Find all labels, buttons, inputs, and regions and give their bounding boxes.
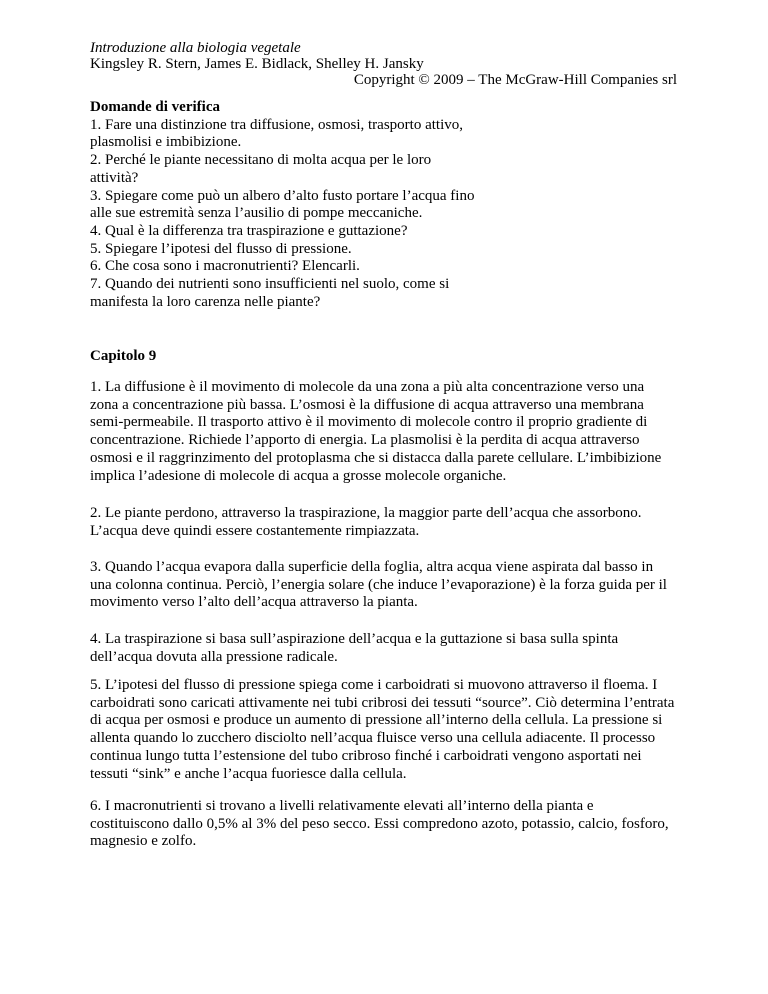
question-line: 7. Quando dei nutrienti sono insufficienti nel suolo, come si bbox=[90, 276, 450, 293]
authors-line: Kingsley R. Stern, James E. Bidlack, Shelley H. Jansky bbox=[90, 56, 424, 72]
answer-line: 4. La traspirazione si basa sull’aspirazione dell’acqua e la guttazione si basa sulla spinta bbox=[90, 631, 619, 647]
answer-paragraph-2 bbox=[90, 505, 641, 540]
answer-line: una colonna continua. Perciò, l’energia solare (che induce l’evaporazione) è la forza guida per il bbox=[90, 576, 667, 593]
answer-line: magnesio e zolfo. bbox=[90, 833, 197, 850]
questions-section bbox=[90, 99, 474, 311]
answer-line: 3. Quando l’acqua evapora dalla superficie della foglia, altra acqua viene aspirata dal basso in bbox=[90, 559, 654, 575]
copyright-notice: Copyright © 2009 – The McGraw-Hill Companies srl bbox=[353, 72, 677, 88]
answer-line: di acqua per osmosi e produce un aumento di pressione all’interno della cellula. La pressione si bbox=[90, 712, 663, 729]
question-line: attività? bbox=[90, 169, 139, 186]
question-line: 5. Spiegare l’ipotesi del flusso di pressione. bbox=[90, 240, 352, 257]
answer-line: 1. La diffusione è il movimento di molecole da una zona a più alta concentrazione verso una bbox=[90, 379, 645, 395]
question-line: plasmolisi e imbibizione. bbox=[90, 134, 242, 151]
answer-line: concentrazione. Richiede l’apporto di energia. La plasmolisi è la perdita di acqua attraverso bbox=[90, 432, 640, 449]
question-line: alle sue estremità senza l’ausilio di pompe meccaniche. bbox=[90, 205, 423, 222]
answer-paragraph-5 bbox=[90, 677, 674, 783]
answer-line: movimento verso l’alto dell’acqua attraverso la pianta. bbox=[90, 594, 418, 611]
question-line: 6. Che cosa sono i macronutrienti? Elencarli. bbox=[90, 258, 360, 275]
answer-line: dell’acqua dovuta alla pressione radicale. bbox=[90, 648, 338, 665]
answer-line: continua lungo tutta l’estensione del tubo cribroso finché i carboidrati vengono asportati nei bbox=[90, 747, 642, 764]
answer-line: zona a concentrazione più bassa. L’osmosi è la diffusione di acqua attraverso una membrana bbox=[90, 396, 644, 413]
answer-paragraph-6 bbox=[90, 798, 669, 851]
question-line: 1. Fare una distinzione tra diffusione, osmosi, trasporto attivo, bbox=[90, 116, 463, 133]
book-title: Introduzione alla biologia vegetale bbox=[90, 40, 301, 56]
answer-line: costituiscono dallo 0,5% al 3% del peso secco. Essi compredono azoto, potassio, calcio, fosforo, bbox=[90, 815, 669, 832]
question-line: 2. Perché le piante necessitano di molta acqua per le loro bbox=[90, 152, 432, 169]
answer-line: 2. Le piante perdono, attraverso la traspirazione, la maggior parte dell’acqua che assorbono. bbox=[90, 505, 642, 521]
answer-line: 5. L’ipotesi del flusso di pressione spiega come i carboidrati si muovono attraverso il floema. I bbox=[90, 677, 658, 693]
answer-paragraph-3 bbox=[90, 559, 667, 612]
answer-line: osmosi e il raggrinzimento del protoplasma che si distacca dalla parete cellulare. L’imbibizione bbox=[90, 449, 662, 466]
answer-line: implica l’adesione di molecole di acqua a grosse molecole organiche. bbox=[90, 467, 507, 484]
chapter-heading: Capitolo 9 bbox=[90, 348, 157, 364]
answer-paragraph-1 bbox=[90, 379, 661, 485]
answer-line: tessuti “sink” e anche l’acqua fuoriesce dalla cellula. bbox=[90, 765, 407, 782]
answer-line: semi-permeabile. Il trasporto attivo è il movimento di molecole contro il proprio gradiente di bbox=[90, 414, 648, 431]
answer-line: carboidrati sono caricati attivamente nei tubi cribrosi dei tessuti “source”. Ciò determina l’entrata bbox=[90, 694, 675, 711]
question-line: 4. Qual è la differenza tra traspirazione e guttazione? bbox=[90, 222, 408, 239]
question-line: 3. Spiegare come può un albero d’alto fusto portare l’acqua fino bbox=[90, 187, 475, 204]
answer-line: L’acqua deve quindi essere costantemente rimpiazzata. bbox=[90, 522, 420, 539]
question-line: manifesta la loro carenza nelle piante? bbox=[90, 293, 321, 310]
answer-line: 6. I macronutrienti si trovano a livelli relativamente elevati all’interno della pianta e bbox=[90, 798, 594, 814]
questions-heading: Domande di verifica bbox=[90, 99, 220, 115]
answer-paragraph-4 bbox=[90, 631, 618, 666]
answer-line: allenta quando lo zucchero disciolto nell’acqua fluisce verso una cellula adiacente. Il processo bbox=[90, 730, 656, 747]
